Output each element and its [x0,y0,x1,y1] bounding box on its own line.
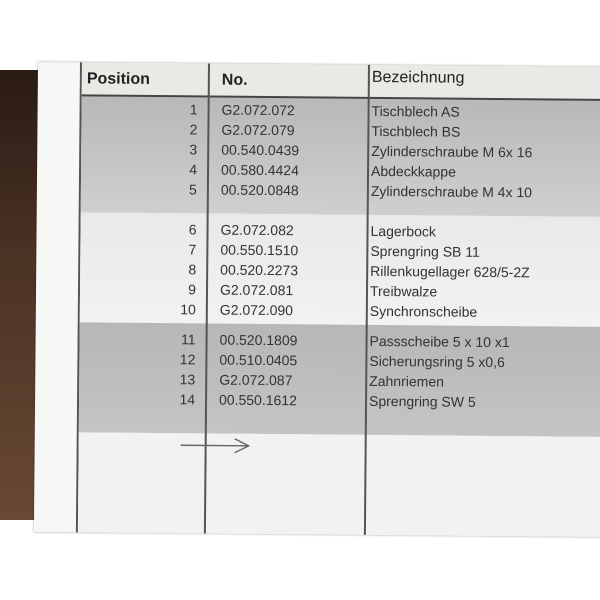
hand-drawn-arrow-icon [179,436,254,455]
description-cell: Sprengring SB 11 [370,242,480,260]
description-cell: Zylinderschraube M 6x 16 [371,142,533,161]
position-cell: 11 [180,331,196,348]
description-cell: Sprengring SW 5 [368,392,476,410]
part-number-cell: G2.072.082 [220,221,294,239]
position-cell: 14 [179,391,196,408]
part-number-cell: G2.072.079 [221,121,295,139]
part-number-cell: 00.550.1510 [220,241,299,259]
position-cell: 9 [188,281,197,298]
description-cell: Sicherungsring 5 x0,6 [369,352,505,371]
position-cell: 6 [188,221,197,238]
description-cell: Treibwalze [369,282,438,300]
position-cell: 13 [179,371,196,388]
position-cell: 12 [179,351,196,368]
description-cell: Lagerbock [370,222,436,240]
part-number-cell: G2.072.072 [221,101,295,119]
header-position: Position [86,70,151,88]
description-cell: Abdeckkappe [370,162,456,180]
description-cell: Zylinderschraube M 4x 10 [370,182,533,201]
position-cell: 2 [189,121,198,138]
parts-table [76,62,600,537]
description-cell: Passscheibe 5 x 10 x1 [369,332,510,351]
part-number-cell: 00.520.0848 [220,181,299,199]
description-cell: Zahnriemen [369,372,444,390]
position-cell: 1 [189,101,198,118]
part-number-cell: G2.072.090 [219,301,294,319]
part-number-cell: 00.540.0439 [221,141,300,159]
description-cell: Rillenkugellager 628/5-2Z [370,262,530,281]
row-group-empty [78,432,600,537]
header-no: No. [221,71,248,89]
part-number-cell: G2.072.081 [219,281,294,299]
description-cell: Synchronscheibe [369,302,478,320]
part-number-cell: G2.072.087 [219,371,293,389]
table-header [82,62,600,101]
part-number-cell: 00.520.1809 [219,331,298,349]
position-cell: 3 [189,141,198,158]
position-cell: 8 [188,261,197,278]
parts-list-sheet [34,62,600,537]
position-cell: 4 [189,161,198,178]
part-number-cell: 00.510.0405 [219,351,298,369]
part-number-cell: 00.580.4424 [220,161,299,179]
description-cell: Tischblech BS [371,122,461,140]
position-cell: 5 [189,181,197,198]
header-description: Bezeichnung [371,68,465,87]
part-number-cell: 00.520.2273 [220,261,299,279]
description-cell: Tischblech AS [371,102,460,120]
position-cell: 10 [180,301,196,318]
position-cell: 7 [188,241,197,258]
part-number-cell: 00.550.1612 [218,391,297,409]
